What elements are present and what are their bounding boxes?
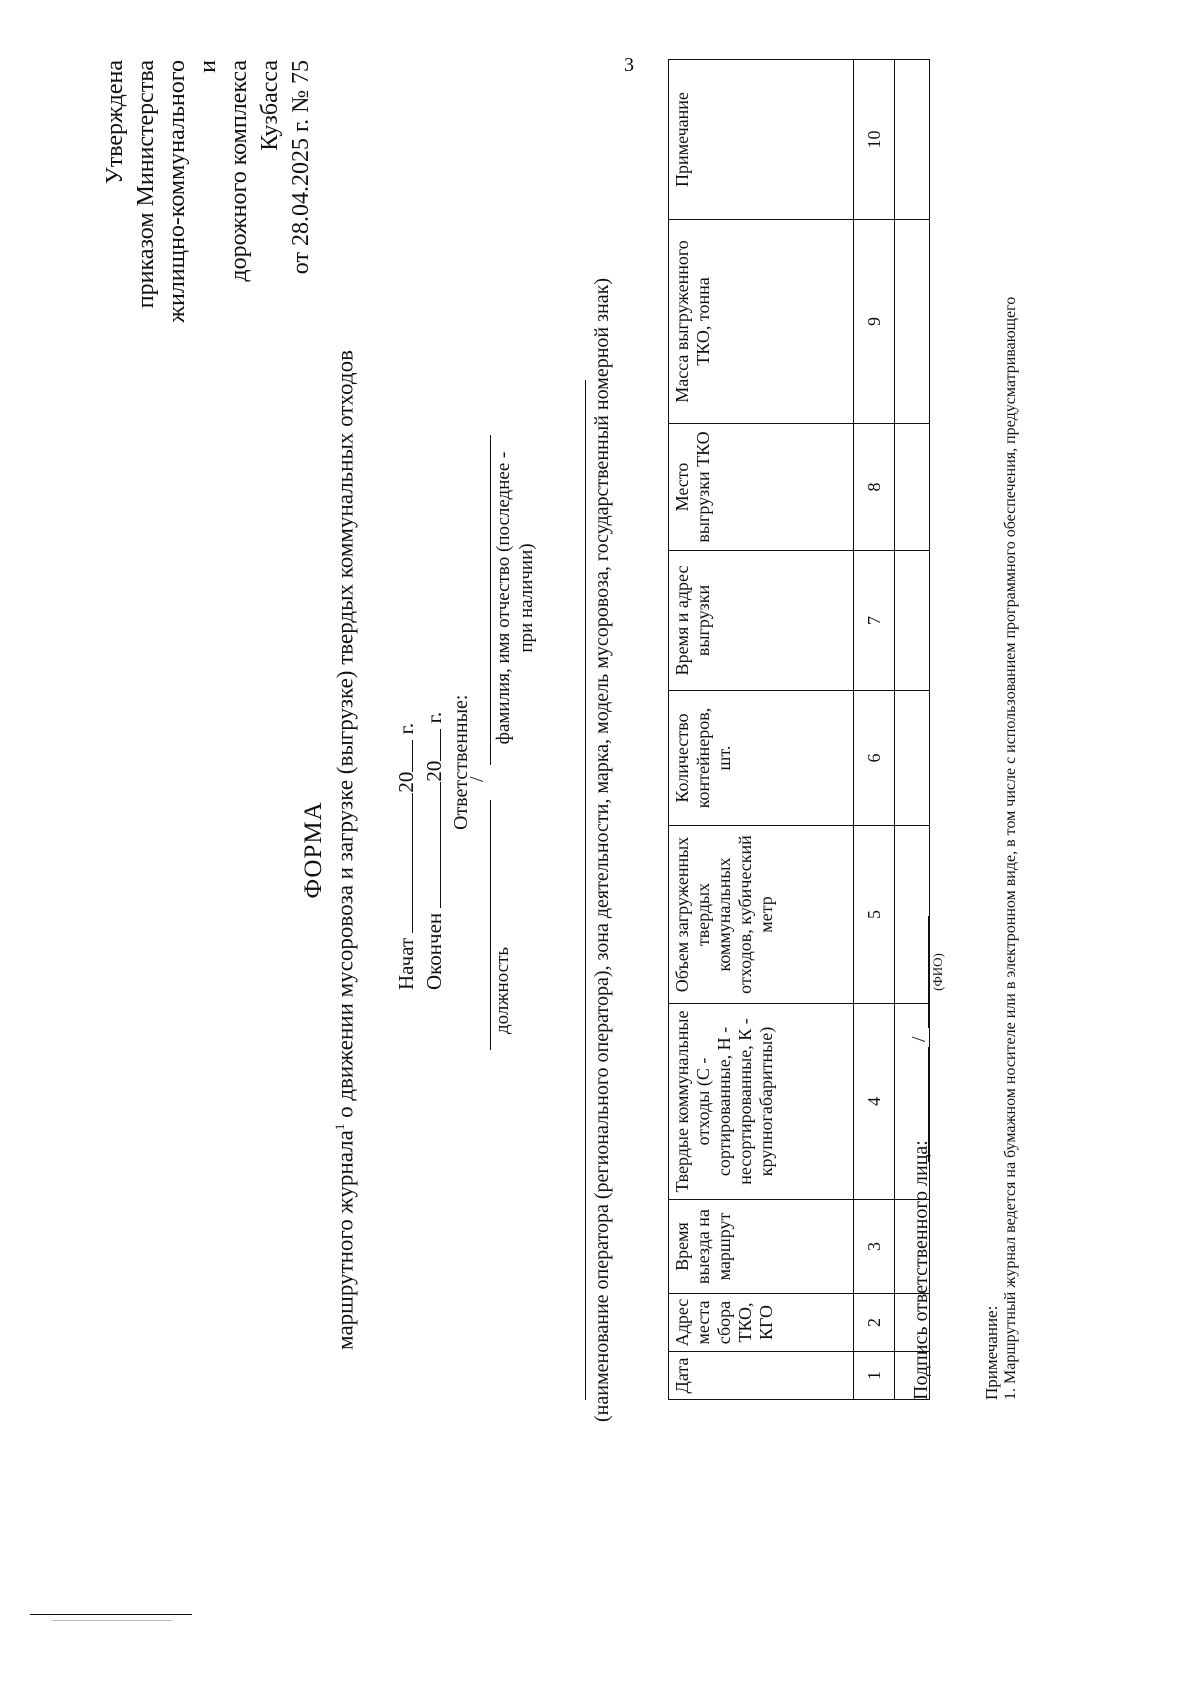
route-journal-table <box>668 60 930 1400</box>
column-number: 3 <box>854 1200 895 1294</box>
header-cell: Время и адрес выгрузки <box>669 551 854 691</box>
approval-line: жилищно-коммунального и <box>164 60 221 323</box>
header-cell: Время выезда на маршрут <box>669 1200 854 1294</box>
header-cell: Примечание <box>669 60 854 220</box>
header-cell: Дата <box>669 1352 854 1400</box>
header-cell: Адрес места сбора ТКО, КГО <box>669 1294 854 1352</box>
footnote-mark: 1 <box>332 1123 347 1131</box>
form-title: ФОРМА <box>300 801 327 899</box>
note-label: Примечание: <box>982 1305 1001 1400</box>
signature-line <box>928 1047 929 1162</box>
operator-caption: (наименование оператора (регионального оператора), зона деятельности, марка, модель мусоровоза, государственный номерной знак) <box>591 278 613 1422</box>
footnote-separator <box>30 1614 192 1615</box>
signature-caption: (ФИО) <box>930 953 945 991</box>
column-number: 10 <box>854 60 895 220</box>
signature-label: Подпись ответственного лица: <box>910 1140 932 1400</box>
approval-line: от 28.04.2025 г. № 75 <box>288 60 314 275</box>
approval-line: дорожного комплекса Кузбасса <box>226 60 283 282</box>
subtitle-part: маршрутного журнала <box>332 1130 358 1350</box>
journal-table <box>668 59 930 1400</box>
approval-stamp <box>100 60 317 340</box>
column-number: 7 <box>854 551 895 691</box>
form-subtitle <box>332 60 359 1640</box>
column-number: 5 <box>854 826 895 1004</box>
column-number: 9 <box>854 220 895 424</box>
year-suffix: г. <box>394 722 418 735</box>
header-cell: Твердые коммунальные отходы (С - сортированные, Н - несортированные, К - крупногабаритные) <box>669 1004 854 1200</box>
year-prefix: 20 <box>394 771 418 793</box>
year-blank <box>422 729 441 761</box>
page-number: 3 <box>624 54 634 76</box>
journal-dates <box>392 712 448 990</box>
header-cell: Объем загруженных твердых коммунальных отходов, кубический метр <box>669 826 854 1004</box>
column-number: 6 <box>854 691 895 826</box>
responsible-label: Ответственные: <box>450 694 472 830</box>
header-row <box>669 60 854 1400</box>
empty-cell <box>895 220 930 424</box>
column-number-row <box>854 60 895 1400</box>
subtitle-part: о движении мусоровоза и загрузке (выгрузке) твердых коммунальных отходов <box>332 350 358 1124</box>
started-label: Начат <box>394 937 418 990</box>
empty-cell <box>895 551 930 691</box>
header-cell: Масса выгруженного ТКО, тонна <box>669 220 854 424</box>
date-blank <box>422 782 441 908</box>
name-caption: фамилия, имя отчество (последнее - при наличии) <box>493 451 537 745</box>
year-blank <box>394 740 413 772</box>
footnote-separator-shadow <box>52 1620 172 1621</box>
empty-cell <box>895 826 930 1004</box>
rotated-form-sheet <box>100 60 1100 1640</box>
name-line <box>490 435 491 765</box>
signature-name-line <box>928 916 929 1028</box>
year-prefix: 20 <box>422 760 446 782</box>
date-blank <box>394 793 413 933</box>
empty-cell <box>895 60 930 220</box>
started-row <box>392 712 420 990</box>
column-number: 4 <box>854 1004 895 1200</box>
column-number: 8 <box>854 424 895 551</box>
header-cell: Место выгрузки ТКО <box>669 424 854 551</box>
approval-line: приказом Министерства <box>133 60 159 309</box>
separator-slash: / <box>466 776 488 782</box>
approval-line: Утверждена <box>102 60 128 185</box>
position-caption: должность <box>492 946 513 1034</box>
empty-cell <box>895 424 930 551</box>
year-suffix: г. <box>422 711 446 724</box>
signature-slash: / <box>908 1036 930 1042</box>
ended-row <box>420 712 448 990</box>
position-line <box>490 800 491 1050</box>
note-text: 1. Маршрутный журнал ведется на бумажном носителе или в электронном виде, в том числе с использованием программного обеспечения, предусматривающего <box>1002 296 1019 1400</box>
header-cell: Количество контейнеров, шт. <box>669 691 854 826</box>
empty-cell <box>895 691 930 826</box>
ended-label: Окончен <box>422 912 446 990</box>
operator-line <box>585 380 586 1400</box>
column-number: 2 <box>854 1294 895 1352</box>
column-number: 1 <box>854 1352 895 1400</box>
